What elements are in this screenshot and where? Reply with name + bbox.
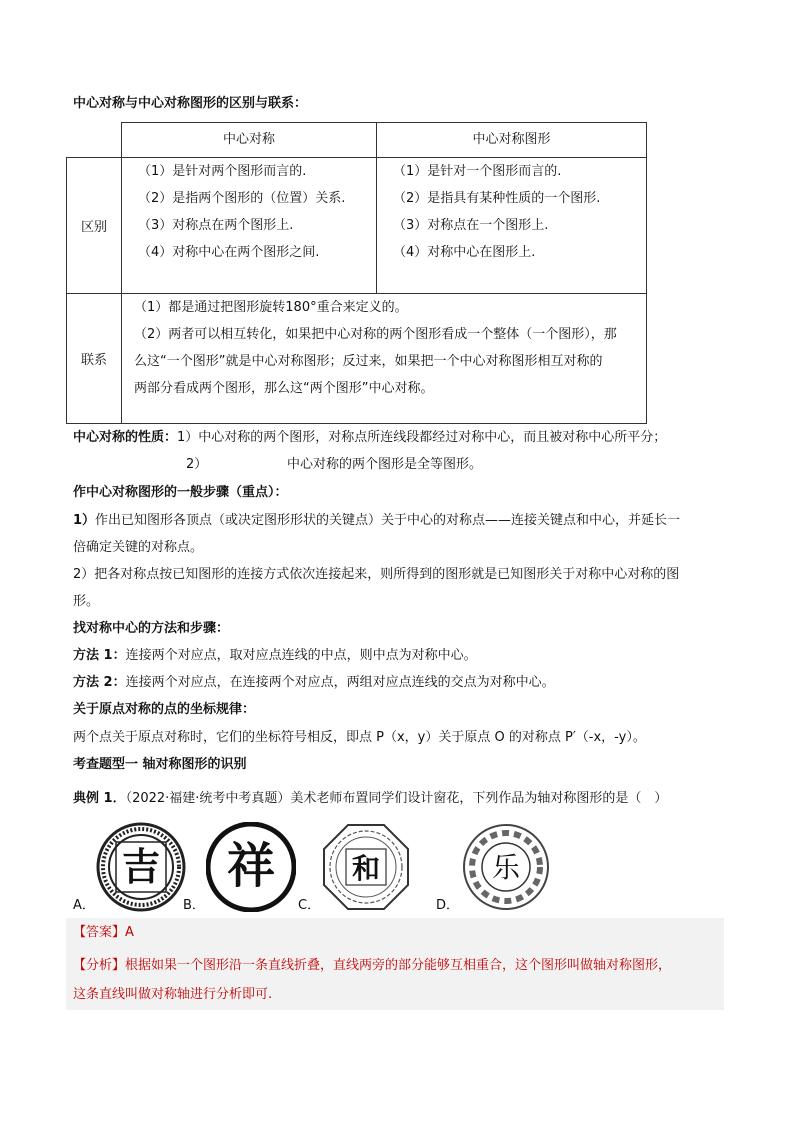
- steps-title: 作中心对称图形的一般步骤（重点）：: [73, 485, 288, 500]
- step-1-text: 作出已知图形各顶点（或决定图形形状的关键点）关于中心的对称点——连接关键点和中心，并延长一: [95, 513, 681, 528]
- property-line-1: [73, 429, 666, 447]
- table-text: （2）两者可以相互转化，如果把中心对称的两个图形看成一个整体（一个图形），那: [134, 327, 617, 342]
- option-b-figure[interactable]: [206, 822, 296, 912]
- step-1-number: 1）: [73, 513, 96, 528]
- section-heading-difference: 中心对称与中心对称图形的区别与联系：: [73, 96, 308, 111]
- table-text: （4）对称中心在图形上.: [393, 245, 536, 260]
- row-label-connection: 联系: [67, 294, 122, 424]
- example-question: [73, 790, 667, 808]
- answer-label: 【答案】: [73, 925, 126, 940]
- table-text: （1）都是通过把图形旋转180°重合来定义的。: [134, 300, 408, 315]
- analysis-line-a: [73, 957, 671, 975]
- find-center-title: 找对称中心的方法和步骤：: [73, 621, 230, 636]
- table-text: （3）对称点在一个图形上.: [393, 218, 549, 233]
- option-d-label[interactable]: D．: [436, 898, 460, 913]
- step-1-line-a: [73, 512, 680, 530]
- option-a-label[interactable]: A．: [73, 898, 95, 913]
- analysis-label: 【分析】: [73, 958, 126, 973]
- answer-value: A: [125, 925, 134, 940]
- table-corner: [67, 123, 122, 158]
- step-1-line-b: 倍确定关键的对称点。: [73, 540, 204, 555]
- origin-rule-text: 两个点关于原点对称时，它们的坐标符号相反，即点 P（x，y）关于原点 O 的对称点 P′（-x，-y）。: [73, 730, 646, 745]
- difference-right-cell: [377, 158, 647, 294]
- analysis-text-a: 根据如果一个图形沿一条直线折叠，直线两旁的部分能够互相重合，这个图形叫做轴对称图形，: [125, 958, 672, 973]
- method-1-text: 连接两个对应点，取对应点连线的中点，则中点为对称中心。: [125, 648, 477, 663]
- method-1: [73, 647, 477, 665]
- table-text: （3）对称点在两个图形上.: [138, 218, 294, 233]
- table-text: （1）是针对一个图形而言的.: [393, 164, 562, 179]
- property-text-2: 中心对称的两个图形是全等图形。: [287, 457, 483, 472]
- option-b-label[interactable]: B．: [183, 898, 205, 913]
- table-text: （2）是指具有某种性质的一个图形.: [393, 191, 601, 206]
- example-label: 典例 1．: [73, 791, 126, 806]
- method-1-label: 方法 1：: [73, 648, 126, 663]
- option-a-char: 吉: [121, 845, 161, 889]
- method-2: [73, 674, 555, 692]
- row-label-difference: 区别: [67, 158, 122, 294]
- option-c-figure[interactable]: [321, 822, 411, 912]
- table-header-central-symmetry: 中心对称: [122, 123, 377, 158]
- property-label: 中心对称的性质：: [73, 430, 178, 445]
- property-number-2: 2）: [186, 457, 208, 472]
- comparison-table: [66, 122, 647, 424]
- option-d-figure[interactable]: [461, 822, 551, 912]
- table-text: 么这“一个图形”就是中心对称图形；反过来，如果把一个中心对称图形相互对称的: [134, 354, 603, 369]
- option-b-char: 祥: [226, 838, 276, 894]
- option-d-char: 乐: [491, 851, 521, 884]
- option-c-label[interactable]: C．: [298, 898, 321, 913]
- origin-rule-title: 关于原点对称的点的坐标规律：: [73, 702, 256, 717]
- table-text: （4）对称中心在两个图形之间.: [138, 245, 320, 260]
- option-c-char: 和: [351, 852, 381, 885]
- question-type-title: 考查题型一 轴对称图形的识别: [73, 757, 247, 772]
- option-a-figure[interactable]: [96, 822, 186, 912]
- property-text-1: 1）中心对称的两个图形，对称点所连线段都经过对称中心，而且被对称中心所平分；: [177, 430, 667, 445]
- method-2-text: 连接两个对应点，在连接两个对应点，两组对应点连线的交点为对称中心。: [125, 675, 555, 690]
- table-text: （1）是针对两个图形而言的.: [138, 164, 307, 179]
- example-text: （2022·福建·统考中考真题）美术老师布置同学们设计窗花，下列作品为轴对称图形的是（ ）: [125, 791, 668, 806]
- step-2-line-b: 形。: [73, 594, 100, 609]
- answer-line: [73, 924, 134, 942]
- step-2-line-a: 2）把各对称点按已知图形的连接方式依次连接起来，则所得到的图形就是已知图形关于对称中心对称的图: [73, 567, 680, 582]
- method-2-label: 方法 2：: [73, 675, 126, 690]
- analysis-line-b: 这条直线叫做对称轴进行分析即可.: [73, 987, 273, 1002]
- table-header-centrally-symmetric-figure: 中心对称图形: [377, 123, 647, 158]
- table-text: （2）是指两个图形的（位置）关系.: [138, 191, 346, 206]
- connection-cell: [122, 294, 647, 424]
- difference-left-cell: [122, 158, 377, 294]
- table-text: 两部分看成两个图形，那么这“两个图形”中心对称。: [134, 381, 434, 396]
